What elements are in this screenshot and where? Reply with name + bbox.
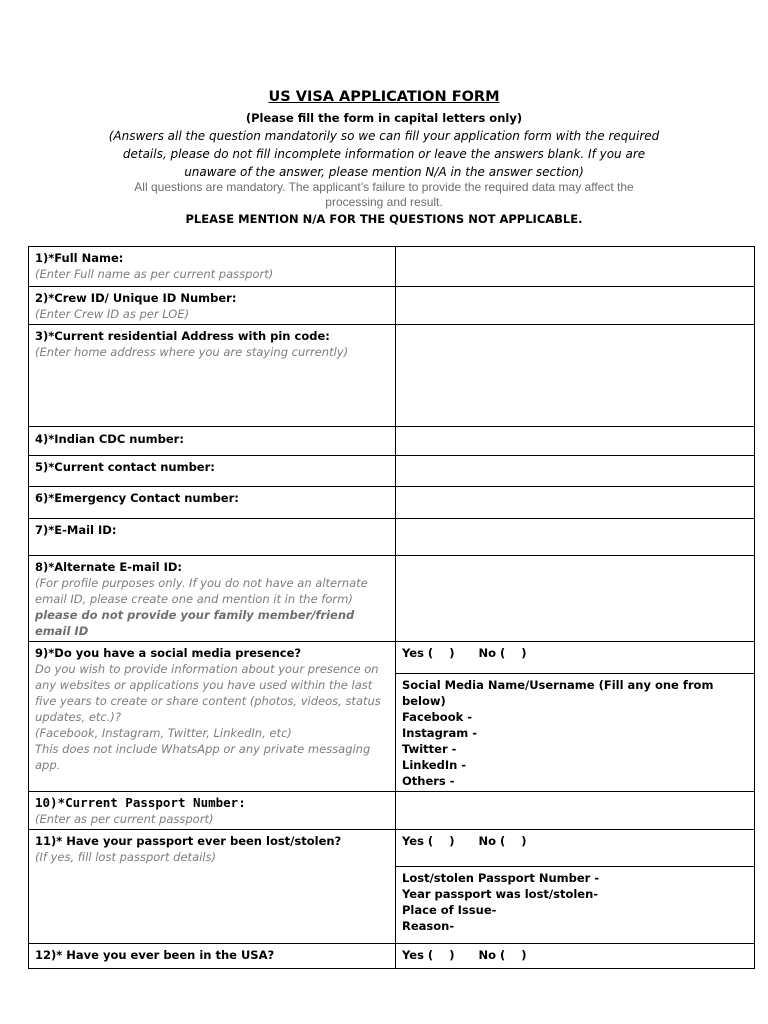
question-cell-2 [29, 287, 396, 325]
question-cell-6 [29, 487, 396, 519]
social-item-facebook[interactable]: Facebook - [402, 710, 473, 724]
question-row-5 [29, 456, 755, 487]
question-hint: (Enter Crew ID as per LOE) [35, 307, 190, 321]
question-label: 7)*E-Mail ID: [35, 523, 117, 537]
question-hint: (Enter home address where you are staying currently) [35, 345, 349, 359]
question-cell-4 [29, 427, 396, 456]
question-label: 10)*Current Passport Number: [35, 795, 246, 810]
yes-no-options[interactable]: Yes ( ) No ( ) [402, 948, 527, 962]
social-item-instagram[interactable]: Instagram - [402, 726, 477, 740]
email-answer[interactable] [396, 519, 755, 556]
form-note: All questions are mandatory. The applicant’s failure to provide the required data may affect the processing and result. [134, 180, 634, 209]
question-cell-10 [29, 792, 396, 830]
question-cell-12 [29, 944, 396, 969]
question-cell-1 [29, 247, 396, 287]
yes-no-options[interactable]: Yes ( ) No ( ) [402, 646, 527, 660]
address-answer[interactable] [396, 325, 755, 427]
question-label: 12)* Have you ever been in the USA? [35, 948, 275, 962]
question-hint-examples: (Facebook, Instagram, Twitter, LinkedIn, etc) [35, 726, 292, 740]
social-media-details[interactable] [396, 674, 755, 792]
passport-lost-yes-no[interactable] [396, 830, 755, 867]
question-label: 4)*Indian CDC number: [35, 432, 184, 446]
question-row-4 [29, 427, 755, 456]
question-cell-7 [29, 519, 396, 556]
question-label: 11)* Have your passport ever been lost/stolen? [35, 834, 342, 848]
question-row-3 [29, 325, 755, 427]
question-label: 1)*Full Name: [35, 251, 124, 265]
question-row-11a [29, 830, 755, 867]
question-label: 2)*Crew ID/ Unique ID Number: [35, 291, 237, 305]
question-row-10 [29, 792, 755, 830]
question-hint: (Enter as per current passport) [35, 812, 214, 826]
cdc-number-answer[interactable] [396, 427, 755, 456]
question-row-6 [29, 487, 755, 519]
social-item-others[interactable]: Others - [402, 774, 455, 788]
full-name-answer[interactable] [396, 247, 755, 287]
social-item-twitter[interactable]: Twitter - [402, 742, 457, 756]
form-subtitle: (Please fill the form in capital letters only) [245, 111, 523, 125]
question-hint: (For profile purposes only. If you do not have an alternate email ID, please create one and mention it in the form) [35, 576, 368, 606]
visa-form-table [28, 246, 755, 969]
question-row-7 [29, 519, 755, 556]
question-label: 8)*Alternate E-mail ID: [35, 560, 183, 574]
passport-number-answer[interactable] [396, 792, 755, 830]
usa-visit-yes-no[interactable] [396, 944, 755, 969]
question-row-2 [29, 287, 755, 325]
question-row-12 [29, 944, 755, 969]
contact-number-answer[interactable] [396, 456, 755, 487]
question-cell-5 [29, 456, 396, 487]
question-cell-3 [29, 325, 396, 427]
lost-passport-place[interactable]: Place of Issue- [402, 903, 497, 917]
social-media-title: Social Media Name/Username (Fill any one from below) [402, 678, 714, 708]
emergency-contact-answer[interactable] [396, 487, 755, 519]
question-cell-11 [29, 830, 396, 944]
question-cell-8 [29, 556, 396, 642]
question-label: 6)*Emergency Contact number: [35, 491, 239, 505]
question-row-9a [29, 642, 755, 674]
social-media-yes-no[interactable] [396, 642, 755, 674]
question-label: 5)*Current contact number: [35, 460, 215, 474]
form-warning: PLEASE MENTION N/A FOR THE QUESTIONS NOT APPLICABLE. [185, 212, 583, 226]
alternate-email-answer[interactable] [396, 556, 755, 642]
form-title: US VISA APPLICATION FORM [268, 89, 500, 105]
question-hint: (If yes, fill lost passport details) [35, 850, 216, 864]
question-label: 3)*Current residential Address with pin code: [35, 329, 330, 343]
question-hint: Do you wish to provide information about your presence on any websites or applications you have used within the last five years to create or share content (photos, videos, status updates, etc.)? [35, 662, 381, 724]
crew-id-answer[interactable] [396, 287, 755, 325]
question-hint: (Enter Full name as per current passport) [35, 267, 274, 281]
question-row-8 [29, 556, 755, 642]
lost-passport-details[interactable] [396, 867, 755, 944]
question-label: 9)*Do you have a social media presence? [35, 646, 302, 660]
question-hint-strong: please do not provide your family member/friend email ID [35, 608, 355, 638]
yes-no-options[interactable]: Yes ( ) No ( ) [402, 834, 527, 848]
question-cell-9 [29, 642, 396, 792]
question-hint-exclusion: This does not include WhatsApp or any private messaging app. [35, 742, 371, 772]
question-row-1 [29, 247, 755, 287]
lost-passport-number[interactable]: Lost/stolen Passport Number - [402, 871, 600, 885]
lost-passport-year[interactable]: Year passport was lost/stolen- [402, 887, 599, 901]
social-item-linkedin[interactable]: LinkedIn - [402, 758, 467, 772]
form-intro: (Answers all the question mandatorily so we can fill your application form with the required details, please do not fill incomplete information or leave the answers blank. If you are unaware of the answer, please mention N/A in the answer section) [108, 129, 660, 179]
lost-passport-reason[interactable]: Reason- [402, 919, 455, 933]
